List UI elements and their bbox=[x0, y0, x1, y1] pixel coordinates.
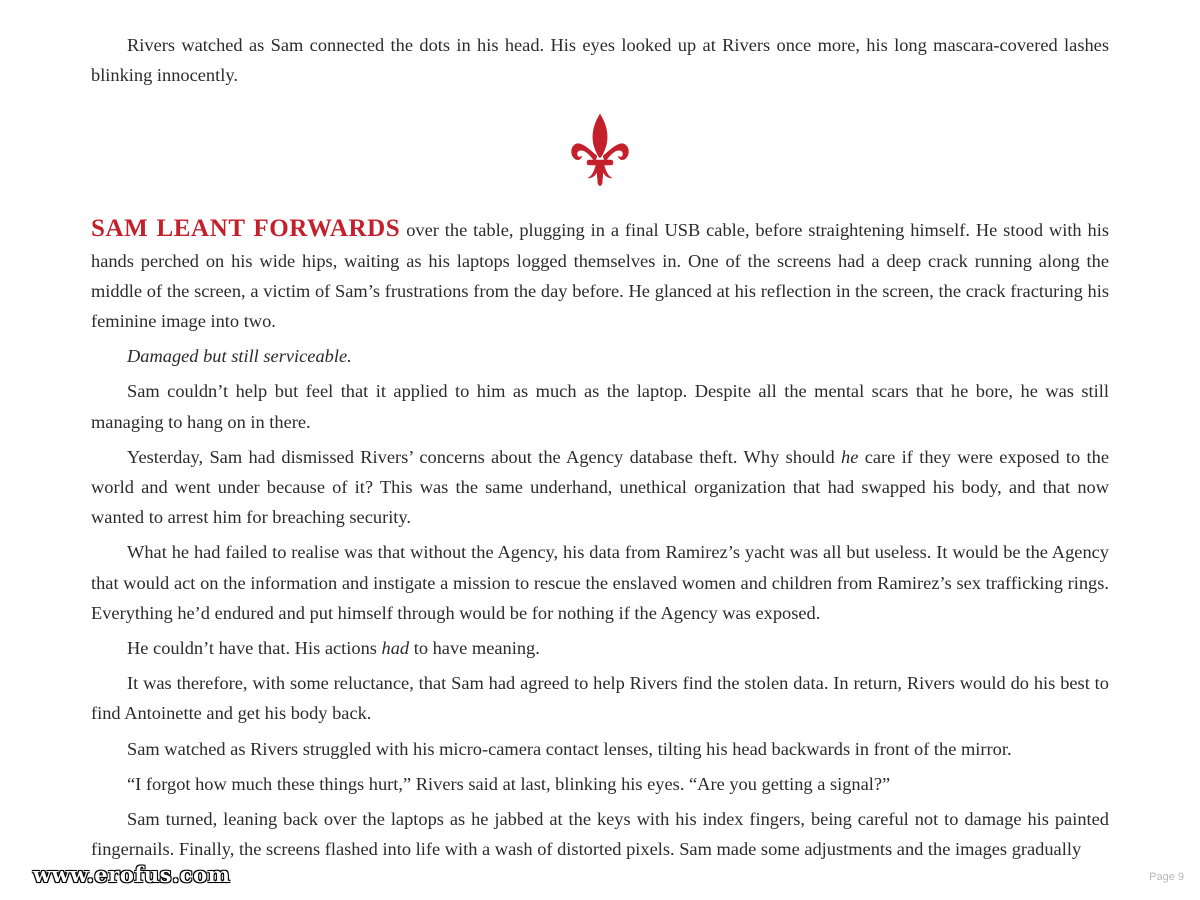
paragraph-italic bbox=[91, 341, 1109, 371]
italic-thought: Damaged but still serviceable. bbox=[127, 346, 352, 367]
paragraph-text: care if they were exposed to the world and went under because of it? This was the same underhand, unethical organization that had swapped his body, and that now wanted to arrest him for breaching security. bbox=[91, 446, 1109, 528]
emphasis: had bbox=[381, 638, 410, 659]
fleur-de-lis-icon bbox=[570, 112, 630, 186]
emphasis: he bbox=[841, 446, 859, 467]
paragraph-text: to have meaning. bbox=[409, 638, 540, 659]
lead-in-small-caps: SAM LEANT FORWARDS bbox=[91, 215, 401, 243]
section-break-ornament bbox=[91, 112, 1109, 186]
paragraph: Rivers watched as Sam connected the dots in his head. His eyes looked up at Rivers once more, his long mascara-covered lashes blinking innocently. bbox=[91, 35, 1109, 86]
paragraph: “I forgot how much these things hurt,” Rivers said at last, blinking his eyes. “Are you getting a signal?” bbox=[127, 773, 891, 794]
paragraph: Sam turned, leaning back over the laptops as he jabbed at the keys with his index fingers, being careful not to damage his painted fingernails. Finally, the screens flashed into life with a wash of distorted pixels. Sam made some adjustments and the images gradually bbox=[91, 809, 1109, 860]
page-number: Page 9 bbox=[1149, 871, 1184, 883]
paragraph bbox=[91, 442, 1109, 533]
paragraph: It was therefore, with some reluctance, that Sam had agreed to help Rivers find the stolen data. In return, Rivers would do his best to find Antoinette and get his body back. bbox=[91, 673, 1109, 724]
page-body bbox=[91, 30, 1109, 869]
paragraph-text: over the table, plugging in a final USB cable, before straightening himself. He stood with his hands perched on his wide hips, waiting as his laptops logged themselves in. One of the screens had a deep crack running along the middle of the screen, a victim of Sam’s frustrations from the day before. He glanced at his reflection in the screen, the crack fracturing his feminine image into two. bbox=[91, 220, 1109, 332]
section-opening-paragraph bbox=[91, 214, 1109, 336]
paragraph: Sam couldn’t help but feel that it applied to him as much as the laptop. Despite all the mental scars that he bore, he was still managing to hang on in there. bbox=[91, 381, 1109, 432]
paragraph-text: Yesterday, Sam had dismissed Rivers’ concerns about the Agency database theft. Why should bbox=[127, 446, 841, 467]
paragraph bbox=[91, 633, 1109, 663]
paragraph: Sam watched as Rivers struggled with his micro-camera contact lenses, tilting his head backwards in front of the mirror. bbox=[127, 738, 1012, 759]
watermark: www.erofus.com bbox=[33, 862, 231, 887]
paragraph-text: He couldn’t have that. His actions bbox=[127, 638, 382, 659]
paragraph: What he had failed to realise was that without the Agency, his data from Ramirez’s yacht was all but useless. It would be the Agency that would act on the information and instigate a mission to rescue the enslaved women and children from Ramirez’s sex trafficking rings. Everything he’d endured and put himself through would be for nothing if the Agency was exposed. bbox=[91, 542, 1109, 623]
